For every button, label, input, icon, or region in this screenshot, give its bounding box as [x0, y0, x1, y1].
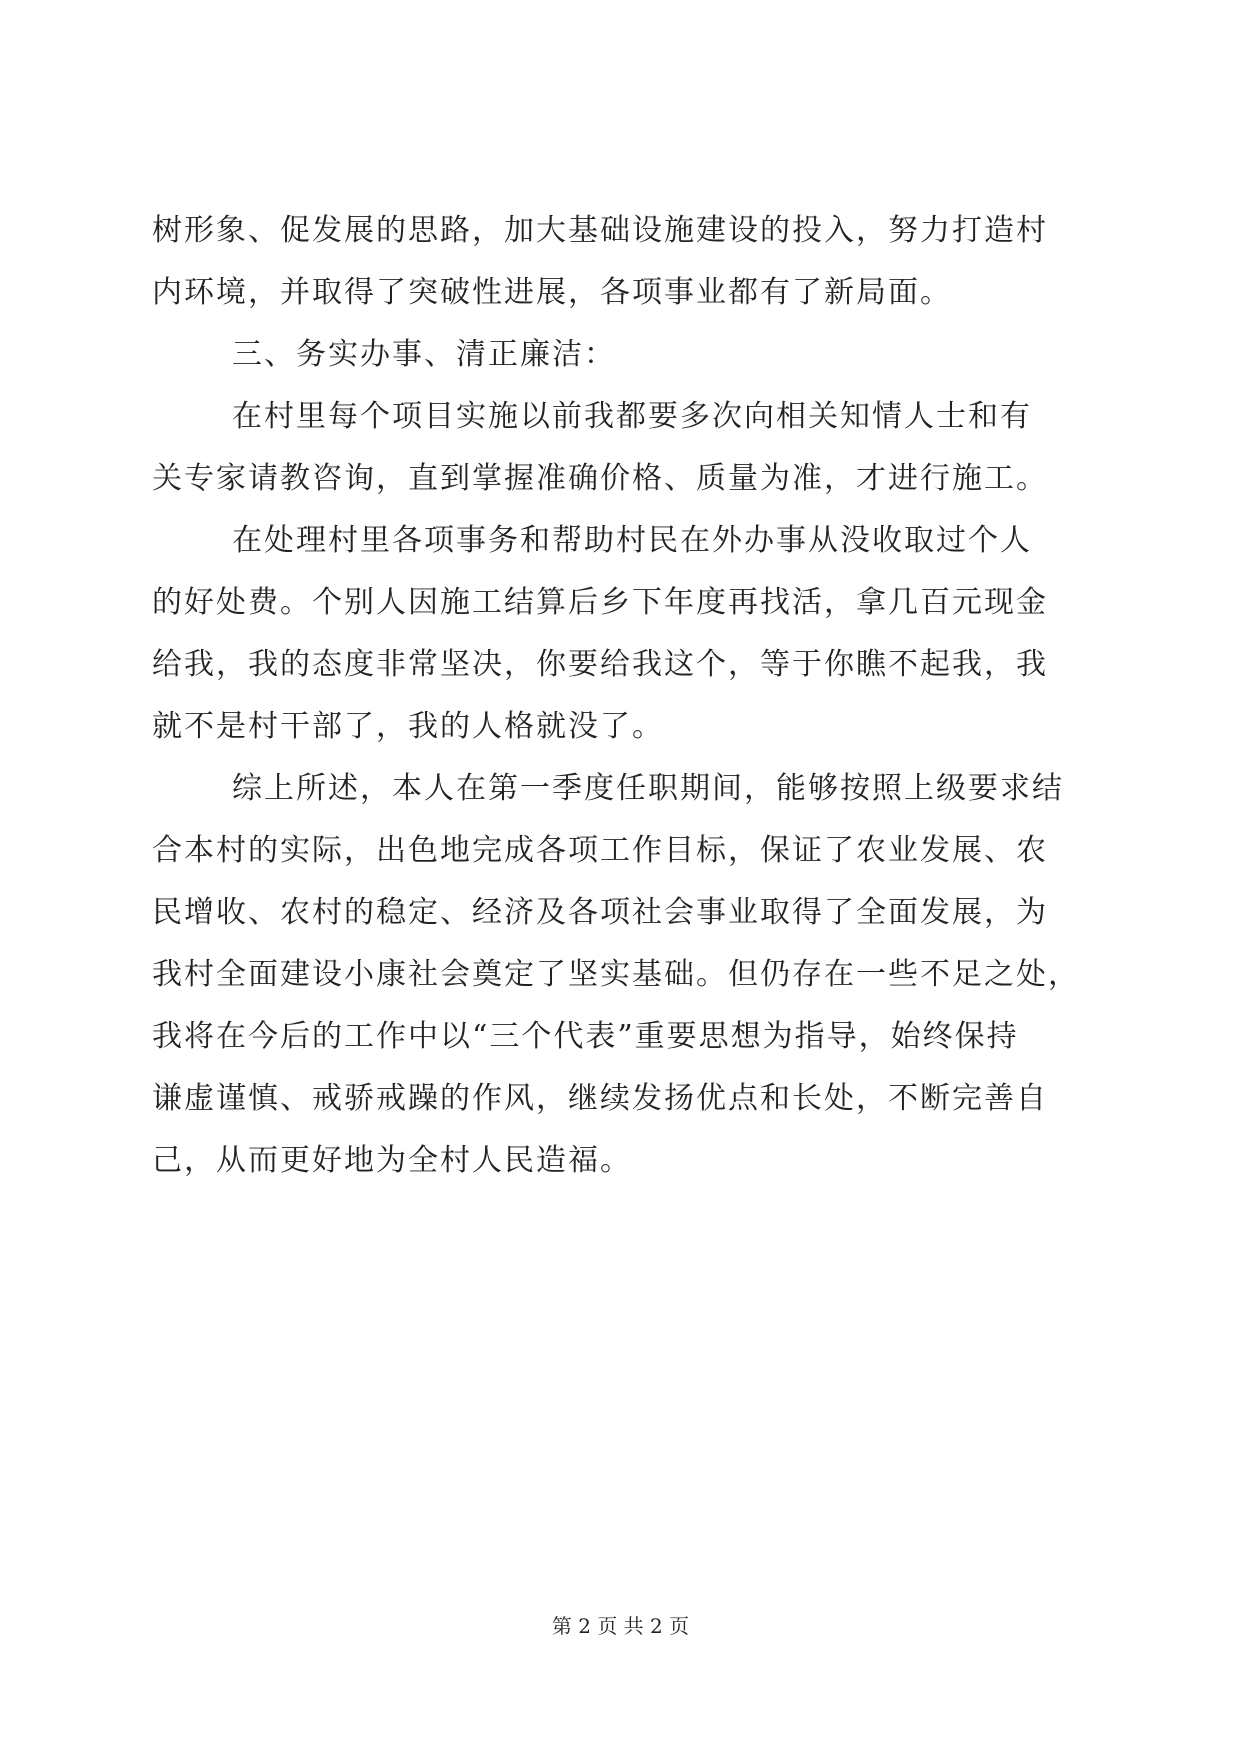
paragraph-line: 我将在今后的工作中以“三个代表”重要思想为指导，始终保持: [152, 1019, 1019, 1054]
section-heading: 三、务实办事、清正廉洁：: [232, 337, 616, 372]
paragraph-line: 合本村的实际，出色地完成各项工作目标，保证了农业发展、农: [152, 833, 1048, 868]
paragraph-line: 谦虚谨慎、戒骄戒躁的作风，继续发扬优点和长处，不断完善自: [152, 1081, 1048, 1116]
paragraph-line: 的好处费。个别人因施工结算后乡下年度再找活，拿几百元现金: [152, 585, 1048, 620]
paragraph-line: 综上所述，本人在第一季度任职期间，能够按照上级要求结: [232, 771, 1064, 806]
paragraph-line: 给我，我的态度非常坚决，你要给我这个，等于你瞧不起我，我: [152, 647, 1048, 682]
paragraph-line: 我村全面建设小康社会奠定了坚实基础。但仍存在一些不足之处，: [152, 957, 1080, 992]
paragraph-line: 己，从而更好地为全村人民造福。: [152, 1143, 632, 1178]
paragraph-line: 在处理村里各项事务和帮助村民在外办事从没收取过个人: [232, 523, 1032, 558]
paragraph-line: 关专家请教咨询，直到掌握准确价格、质量为准，才进行施工。: [152, 461, 1048, 496]
paragraph-line: 在村里每个项目实施以前我都要多次向相关知情人士和有: [232, 399, 1032, 434]
page-footer: [0, 1613, 1241, 1639]
paragraph-line: 就不是村干部了，我的人格就没了。: [152, 709, 664, 744]
paragraph-line: 树形象、促发展的思路，加大基础设施建设的投入，努力打造村: [152, 213, 1048, 248]
page-number: 第 2 页 共 2 页: [551, 1614, 690, 1638]
paragraph-line: 民增收、农村的稳定、经济及各项社会事业取得了全面发展，为: [152, 895, 1048, 930]
document-body: [152, 200, 1092, 1192]
paragraph-line: 内环境，并取得了突破性进展，各项事业都有了新局面。: [152, 275, 952, 310]
